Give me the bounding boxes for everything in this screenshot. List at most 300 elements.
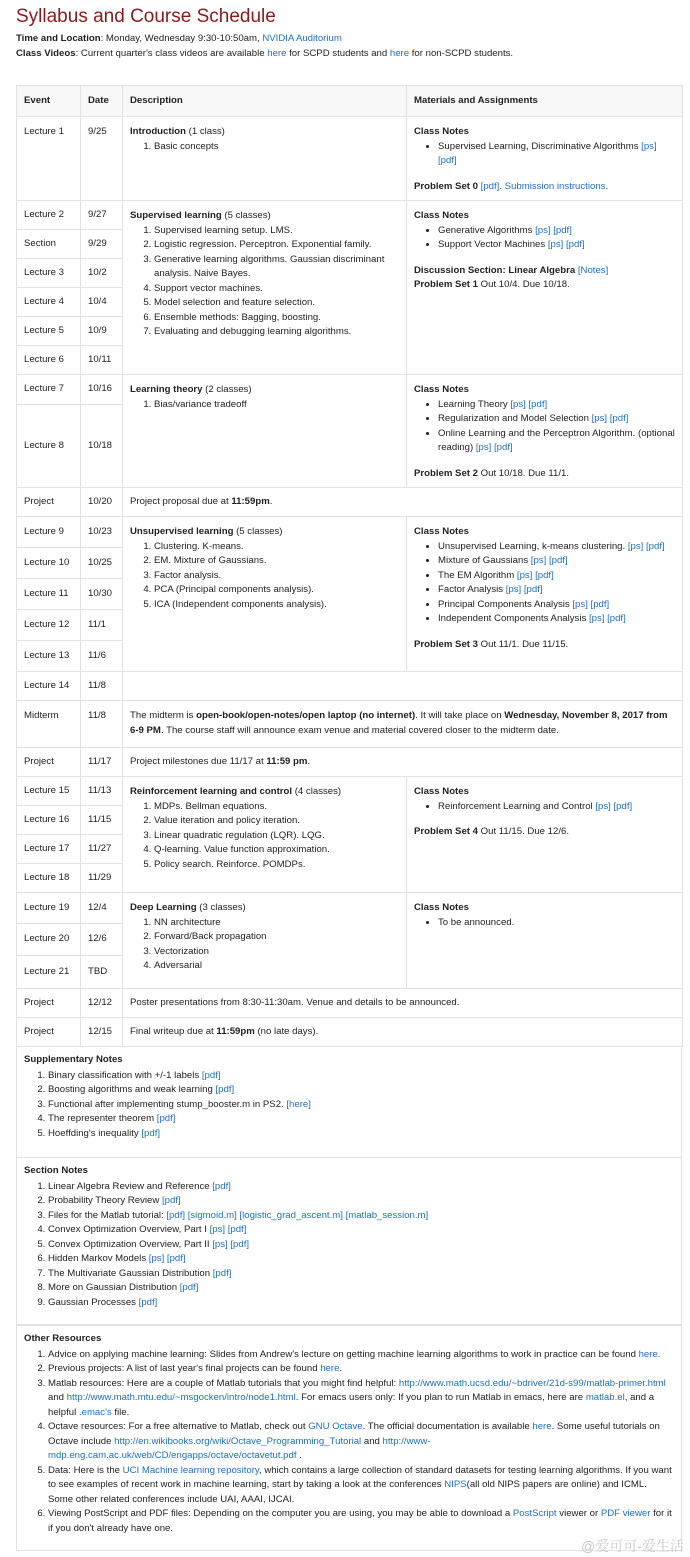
description-cell bbox=[123, 375, 407, 488]
list-item: 5. ICA (Independent components analysis). bbox=[154, 598, 399, 613]
table-row bbox=[17, 517, 683, 548]
desc-text: Final writeup due at bbox=[130, 1025, 217, 1037]
date-cell: 10/20 bbox=[81, 488, 123, 517]
desc-text: (no late days). bbox=[254, 1025, 319, 1037]
date-cell: 10/18 bbox=[81, 404, 123, 487]
pdf-link[interactable]: [pdf] bbox=[215, 1084, 235, 1095]
event-cell: Project bbox=[17, 488, 81, 517]
event-cell: Lecture 8 bbox=[17, 404, 81, 487]
topic-count: (2 classes) bbox=[202, 384, 252, 395]
date-cell: 11/29 bbox=[81, 864, 123, 893]
class-videos bbox=[16, 47, 513, 62]
list-item bbox=[48, 1112, 674, 1127]
item-text: . For emacs users only: If you plan to run Matlab in emacs, here are bbox=[295, 1392, 586, 1403]
list-item bbox=[48, 1194, 674, 1209]
item-text: Convex Optimization Overview, Part I bbox=[48, 1224, 210, 1235]
problem-set-dates: Out 10/18. Due 11/1. bbox=[477, 467, 570, 479]
date-cell: 12/6 bbox=[81, 924, 123, 956]
pdf-link[interactable]: [pdf] bbox=[528, 398, 548, 410]
advice-slides-link[interactable]: here bbox=[638, 1348, 658, 1360]
list-item: 3. Factor analysis. bbox=[154, 569, 399, 584]
videos-text: : Current quarter's class videos are available bbox=[75, 47, 268, 59]
topic-count: (4 classes) bbox=[292, 786, 342, 797]
topic-count: (3 classes) bbox=[196, 902, 246, 913]
class-notes-heading: Class Notes bbox=[414, 210, 469, 221]
desc-text: The midterm is bbox=[130, 710, 197, 721]
item-text: Convex Optimization Overview, Part II bbox=[48, 1238, 213, 1250]
table-row bbox=[17, 701, 683, 748]
list-item: 3. Vectorization bbox=[154, 945, 399, 960]
ps-link[interactable]: [ps] bbox=[505, 584, 522, 595]
topic-list bbox=[130, 540, 399, 613]
list-item bbox=[48, 1464, 674, 1508]
exam-date: Wednesday, November 8, 2017 from 6-9 PM bbox=[130, 710, 668, 736]
matlab-intro-link[interactable]: http://www.math.mtu.edu/~msgocken/intro/node1.html bbox=[66, 1392, 296, 1403]
logistic-grad-ascent-link[interactable]: [logistic_grad_ascent.m] bbox=[239, 1209, 343, 1221]
event-cell: Lecture 2 bbox=[17, 201, 81, 230]
event-cell: Lecture 15 bbox=[17, 777, 81, 806]
item-text: The Multivariate Gaussian Distribution bbox=[48, 1267, 213, 1279]
list-item bbox=[48, 1252, 674, 1267]
pdf-link[interactable]: [pdf] bbox=[645, 540, 665, 552]
date-cell: 10/9 bbox=[81, 317, 123, 346]
date-cell: 12/15 bbox=[81, 1018, 123, 1047]
table-row bbox=[17, 201, 683, 230]
note-title: Independent Components Analysis bbox=[438, 613, 587, 624]
table-row bbox=[17, 375, 683, 405]
ps-link[interactable]: [ps] bbox=[530, 555, 547, 566]
list-item bbox=[48, 1209, 674, 1224]
header-description: Description bbox=[123, 86, 407, 117]
table-row bbox=[17, 488, 683, 517]
item-text: . The official documentation is available bbox=[362, 1421, 533, 1432]
topic-count: (5 classes) bbox=[221, 210, 271, 221]
note-title: Factor Analysis bbox=[438, 584, 504, 595]
problem-set-1 bbox=[414, 278, 675, 293]
date-cell: TBD bbox=[81, 956, 123, 989]
date-cell: 11/1 bbox=[81, 610, 123, 641]
pdf-link[interactable]: [pdf] bbox=[523, 584, 543, 595]
topic-list bbox=[130, 398, 399, 413]
topic-title: Introduction bbox=[130, 126, 186, 137]
supplementary-list bbox=[24, 1069, 674, 1142]
desc-text: . It will take place on bbox=[415, 710, 505, 721]
class-notes-heading: Class Notes bbox=[414, 902, 469, 913]
item-text: Functional after implementing stump_booster.m in PS2. bbox=[48, 1098, 287, 1110]
pdf-link[interactable]: [pdf] bbox=[607, 613, 626, 624]
materials-cell bbox=[407, 517, 683, 672]
problem-set-4 bbox=[414, 825, 675, 840]
date-cell: 11/6 bbox=[81, 641, 123, 672]
event-cell: Lecture 7 bbox=[17, 375, 81, 405]
table-header bbox=[17, 86, 683, 117]
postscript-link[interactable]: PostScript bbox=[512, 1508, 557, 1519]
other-resources-list bbox=[24, 1348, 674, 1537]
note-title: Online Learning and the Perceptron Algorithm. (optional reading) bbox=[438, 427, 675, 453]
videos-label: Class Videos bbox=[16, 47, 76, 59]
list-item bbox=[48, 1069, 674, 1084]
pdf-link[interactable]: [pdf] bbox=[613, 800, 633, 812]
pdf-link[interactable]: [pdf] bbox=[138, 1296, 158, 1308]
class-notes-heading: Class Notes bbox=[414, 786, 469, 797]
date-cell: 11/17 bbox=[81, 748, 123, 777]
videos-text: for non-SCPD students. bbox=[409, 47, 514, 59]
event-cell: Lecture 9 bbox=[17, 517, 81, 548]
note-title: Supervised Learning, Discriminative Algorithms bbox=[438, 140, 639, 152]
list-item bbox=[438, 540, 675, 555]
materials-cell bbox=[407, 777, 683, 893]
note-title: Principal Components Analysis bbox=[438, 598, 570, 610]
description-cell bbox=[123, 117, 407, 201]
list-item: • To be announced. bbox=[438, 916, 675, 931]
ps-link[interactable]: [ps] bbox=[510, 398, 526, 410]
list-item: 4. Support vector machines. bbox=[154, 282, 399, 297]
item-text: Linear Algebra Review and Reference bbox=[48, 1180, 213, 1192]
table-row bbox=[17, 748, 683, 777]
materials-cell bbox=[407, 201, 683, 375]
pdf-link[interactable]: [pdf] bbox=[212, 1267, 232, 1279]
item-text: Octave resources: For a free alternative to Matlab, check out bbox=[48, 1421, 309, 1432]
event-cell: Lecture 19 bbox=[17, 893, 81, 924]
note-title: Support Vector Machines bbox=[438, 239, 546, 250]
pdf-link[interactable]: [pdf] bbox=[535, 569, 554, 581]
description-cell bbox=[123, 1018, 683, 1047]
item-text: file. bbox=[111, 1406, 130, 1418]
event-cell: Lecture 20 bbox=[17, 924, 81, 956]
course-meta bbox=[16, 32, 513, 61]
item-text: and bbox=[48, 1392, 67, 1403]
header-date: Date bbox=[81, 86, 123, 117]
table-row bbox=[17, 117, 683, 201]
previous-projects-link[interactable]: here bbox=[320, 1363, 340, 1374]
note-title: Learning Theory bbox=[438, 398, 508, 410]
videos-text: for SCPD students and bbox=[286, 47, 390, 59]
nips-link[interactable]: NIPS bbox=[444, 1479, 467, 1490]
ps-link[interactable]: [ps] bbox=[535, 224, 551, 236]
pdf-link[interactable]: [pdf] bbox=[438, 155, 457, 166]
other-resources-panel bbox=[16, 1325, 682, 1551]
submission-instructions-link[interactable]: Submission instructions bbox=[504, 180, 606, 192]
period: . bbox=[307, 755, 311, 767]
uci-repository-link[interactable]: UCI Machine learning repository bbox=[122, 1464, 259, 1476]
class-notes-heading: Class Notes bbox=[414, 526, 469, 537]
item-text: viewer or bbox=[556, 1508, 601, 1519]
ps-link[interactable]: [ps] bbox=[627, 540, 644, 552]
pdf-link[interactable]: [pdf] bbox=[480, 180, 500, 192]
table-row bbox=[17, 893, 683, 924]
event-cell: Lecture 16 bbox=[17, 806, 81, 835]
header-materials: Materials and Assignments bbox=[407, 86, 683, 117]
list-item: 5. Model selection and feature selection. bbox=[154, 296, 399, 311]
pdf-link[interactable]: [pdf] bbox=[227, 1224, 247, 1235]
note-title: Generative Algorithms bbox=[438, 224, 533, 236]
description-cell bbox=[123, 893, 407, 989]
list-item bbox=[48, 1223, 674, 1238]
problem-set-label: Problem Set 3 bbox=[414, 638, 478, 650]
ps-link[interactable]: [ps] bbox=[212, 1238, 228, 1250]
list-item: 3. Generative learning algorithms. Gaussian discriminant analysis. Naive Bayes. bbox=[154, 253, 399, 282]
emacs-file-link[interactable]: .emac's bbox=[78, 1406, 112, 1418]
event-cell: Project bbox=[17, 748, 81, 777]
pdf-link[interactable]: [pdf] bbox=[201, 1069, 221, 1081]
notes-list bbox=[414, 398, 675, 456]
list-item bbox=[48, 1296, 674, 1311]
topic-list bbox=[130, 800, 399, 873]
octave-tutorial-pdf-link[interactable]: http://www-mdp.eng.cam.ac.uk/web/CD/engapps/octave/octavetut.pdf bbox=[48, 1435, 431, 1461]
deadline: 11:59pm bbox=[231, 495, 270, 507]
supplementary-heading: Supplementary Notes bbox=[24, 1054, 123, 1065]
sigmoid-link[interactable]: [sigmoid.m] bbox=[187, 1209, 237, 1221]
list-item bbox=[438, 398, 675, 413]
list-item: 2. EM. Mixture of Gaussians. bbox=[154, 554, 399, 569]
list-item bbox=[438, 612, 675, 627]
section-notes-list bbox=[24, 1180, 674, 1311]
pdf-link[interactable]: [pdf] bbox=[166, 1209, 186, 1221]
pdf-link[interactable]: [pdf] bbox=[230, 1238, 250, 1250]
date-cell: 9/25 bbox=[81, 117, 123, 201]
time-value: : Monday, Wednesday 9:30-10:50am, bbox=[100, 33, 263, 44]
note-title: Unsupervised Learning, k-means clustering. bbox=[438, 540, 626, 552]
notes-list bbox=[414, 800, 675, 815]
list-item: 6. Ensemble methods: Bagging, boosting. bbox=[154, 311, 399, 326]
notes-link[interactable]: [Notes] bbox=[577, 264, 609, 276]
description-cell bbox=[123, 488, 683, 517]
pdf-link[interactable]: [pdf] bbox=[166, 1253, 186, 1264]
item-text: . Some useful tutorials on Octave include bbox=[48, 1421, 660, 1447]
discussion-section bbox=[414, 264, 675, 279]
date-cell: 9/29 bbox=[81, 230, 123, 259]
event-cell: Lecture 6 bbox=[17, 346, 81, 375]
notes-list bbox=[414, 540, 675, 627]
ps-link[interactable]: [ps] bbox=[475, 442, 492, 453]
pdf-link[interactable]: [pdf] bbox=[494, 442, 513, 453]
topic-list bbox=[130, 224, 399, 340]
notes-list bbox=[414, 140, 675, 169]
list-item: 2. Forward/Back propagation bbox=[154, 930, 399, 945]
list-item: 4. Q-learning. Value function approximation. bbox=[154, 843, 399, 858]
list-item: 2. Value iteration and policy iteration. bbox=[154, 814, 399, 829]
problem-set-dates: Out 11/1. Due 11/15. bbox=[477, 638, 569, 650]
desc-text: Project milestones due 11/17 at bbox=[130, 755, 267, 767]
date-cell: 10/11 bbox=[81, 346, 123, 375]
date-cell: 10/16 bbox=[81, 375, 123, 405]
list-item: 1. Basic concepts bbox=[154, 140, 399, 155]
date-cell: 11/8 bbox=[81, 701, 123, 748]
matlab-session-link[interactable]: [matlab_session.m] bbox=[345, 1209, 429, 1221]
problem-set-0 bbox=[414, 180, 675, 195]
gnu-octave-link[interactable]: GNU Octave bbox=[308, 1421, 363, 1432]
item-text: and bbox=[361, 1435, 383, 1447]
pdf-link[interactable]: [pdf] bbox=[156, 1113, 176, 1124]
topic-title: Deep Learning bbox=[130, 902, 197, 913]
list-item bbox=[438, 427, 675, 456]
materials-cell bbox=[407, 117, 683, 201]
ps-link[interactable]: [ps] bbox=[641, 140, 657, 152]
item-text: (all old NIPS papers are online) and ICML. Some other related conferences include UAI, AAAI, IJCAI. bbox=[48, 1479, 647, 1505]
event-cell: Section bbox=[17, 230, 81, 259]
pdf-viewer-link[interactable]: PDF viewer bbox=[600, 1508, 651, 1519]
list-item bbox=[48, 1281, 674, 1296]
item-text: . bbox=[296, 1450, 302, 1461]
date-cell: 12/12 bbox=[81, 989, 123, 1018]
venue-link[interactable]: NVIDIA Auditorium bbox=[262, 33, 342, 44]
ps-link[interactable]: [ps] bbox=[588, 613, 605, 624]
list-item bbox=[48, 1420, 674, 1464]
list-item bbox=[48, 1098, 674, 1113]
note-title: Reinforcement Learning and Control bbox=[438, 800, 593, 812]
pdf-link[interactable]: [pdf] bbox=[590, 598, 610, 610]
event-cell: Lecture 13 bbox=[17, 641, 81, 672]
date-cell: 11/27 bbox=[81, 835, 123, 864]
list-item bbox=[438, 569, 675, 584]
pdf-link[interactable]: [pdf] bbox=[141, 1127, 161, 1139]
date-cell: 10/30 bbox=[81, 579, 123, 610]
problem-set-3 bbox=[414, 638, 675, 653]
event-cell: Lecture 14 bbox=[17, 672, 81, 701]
topic-list bbox=[130, 140, 399, 155]
class-notes-heading: Class Notes bbox=[414, 126, 469, 137]
note-title: Mixture of Gaussians bbox=[438, 555, 529, 566]
list-item bbox=[438, 224, 675, 239]
problem-set-label: Problem Set 1 bbox=[414, 279, 478, 290]
ps-link[interactable]: [ps] bbox=[572, 598, 588, 610]
item-text: for it if you don't already have one. bbox=[48, 1508, 672, 1534]
materials-cell bbox=[407, 893, 683, 989]
description-cell: Poster presentations from 8:30-11:30am. Venue and details to be announced. bbox=[123, 989, 683, 1018]
desc-text: . The course staff will announce exam venue and material covered closer to the midterm date. bbox=[160, 724, 559, 736]
discussion-label: Discussion Section: Linear Algebra bbox=[414, 264, 576, 276]
section-notes-panel bbox=[16, 1157, 682, 1325]
list-item bbox=[48, 1348, 674, 1363]
table-row bbox=[17, 777, 683, 806]
problem-set-label: Problem Set 0 bbox=[414, 180, 478, 192]
problem-set-dates: Out 10/4. Due 10/18. bbox=[477, 279, 570, 290]
event-cell: Lecture 1 bbox=[17, 117, 81, 201]
non-scpd-videos-link[interactable]: here bbox=[389, 47, 410, 59]
pdf-link[interactable]: [pdf] bbox=[566, 239, 585, 250]
problem-set-2 bbox=[414, 467, 675, 482]
ps-link[interactable]: [ps] bbox=[148, 1253, 165, 1264]
pdf-link[interactable]: [pdf] bbox=[609, 413, 629, 424]
date-cell: 12/4 bbox=[81, 893, 123, 924]
date-cell: 10/4 bbox=[81, 288, 123, 317]
note-title: Regularization and Model Selection bbox=[438, 413, 589, 424]
list-item: 1. Clustering. K-means. bbox=[154, 540, 399, 555]
list-item bbox=[438, 583, 675, 598]
date-cell: 10/2 bbox=[81, 259, 123, 288]
item-text: Hoeffding's inequality bbox=[48, 1127, 142, 1139]
description-cell bbox=[123, 701, 683, 748]
date-cell: 10/23 bbox=[81, 517, 123, 548]
list-item: 5. Policy search. Reinforce. POMDPs. bbox=[154, 858, 399, 873]
item-text: Files for the Matlab tutorial: bbox=[48, 1209, 167, 1221]
matlab-el-link[interactable]: matlab.el bbox=[585, 1392, 625, 1403]
pdf-link[interactable]: [pdf] bbox=[553, 224, 572, 236]
list-item bbox=[48, 1377, 674, 1421]
item-text: Probability Theory Review bbox=[48, 1195, 162, 1206]
topic-list bbox=[130, 916, 399, 974]
exam-format: open-book/open-notes/open laptop (no internet) bbox=[196, 710, 416, 721]
section-notes-heading: Section Notes bbox=[24, 1165, 88, 1176]
list-item bbox=[48, 1083, 674, 1098]
ps-link[interactable]: [ps] bbox=[595, 800, 611, 812]
pdf-link[interactable]: [pdf] bbox=[548, 555, 568, 566]
description-cell bbox=[123, 672, 683, 701]
separator: . bbox=[499, 180, 505, 192]
list-item: 2. Logistic regression. Perceptron. Exponential family. bbox=[154, 238, 399, 253]
list-item bbox=[438, 412, 675, 427]
date-cell: 11/13 bbox=[81, 777, 123, 806]
matlab-primer-link[interactable]: http://www.math.ucsd.edu/~bdriver/21d-s99/matlab-primer.html bbox=[398, 1377, 666, 1389]
list-item bbox=[48, 1507, 674, 1536]
list-item bbox=[48, 1238, 674, 1253]
ps-link[interactable]: [ps] bbox=[209, 1224, 226, 1235]
pdf-link[interactable]: [pdf] bbox=[161, 1195, 181, 1206]
list-item: 4. PCA (Principal components analysis). bbox=[154, 583, 399, 598]
list-item bbox=[48, 1362, 674, 1377]
list-item bbox=[438, 598, 675, 613]
notes-list bbox=[414, 224, 675, 253]
header-event: Event bbox=[17, 86, 81, 117]
list-item bbox=[48, 1180, 674, 1195]
item-text: The representer theorem bbox=[48, 1113, 157, 1124]
problem-set-label: Problem Set 2 bbox=[414, 467, 478, 479]
period: . bbox=[657, 1348, 661, 1360]
octave-docs-link[interactable]: here bbox=[532, 1421, 552, 1432]
ps-link[interactable]: [ps] bbox=[547, 239, 564, 250]
list-item: 1. Supervised learning setup. LMS. bbox=[154, 224, 399, 239]
event-cell: Lecture 12 bbox=[17, 610, 81, 641]
time-label: Time and Location bbox=[16, 33, 101, 44]
list-item: 7. Evaluating and debugging learning algorithms. bbox=[154, 325, 399, 340]
ps-link[interactable]: [ps] bbox=[591, 413, 608, 424]
period: . bbox=[269, 495, 273, 507]
here-link[interactable]: [here] bbox=[286, 1098, 311, 1110]
pdf-link[interactable]: [pdf] bbox=[179, 1282, 199, 1293]
event-cell: Lecture 18 bbox=[17, 864, 81, 893]
materials-cell bbox=[407, 375, 683, 488]
item-text: Viewing PostScript and PDF files: Depending on the computer you are using, you may be able to download a bbox=[48, 1508, 513, 1519]
event-cell: Lecture 17 bbox=[17, 835, 81, 864]
watermark: @爱可可-爱生活 bbox=[581, 1537, 684, 1554]
list-item: 3. Linear quadratic regulation (LQR). LQG. bbox=[154, 829, 399, 844]
list-item bbox=[438, 238, 675, 253]
topic-title: Supervised learning bbox=[130, 210, 222, 221]
event-cell: Project bbox=[17, 1018, 81, 1047]
date-cell: 9/27 bbox=[81, 201, 123, 230]
table-row bbox=[17, 672, 683, 701]
topic-title: Learning theory bbox=[130, 384, 203, 395]
table-row bbox=[17, 989, 683, 1018]
supplementary-notes-panel bbox=[16, 1046, 682, 1158]
scpd-videos-link[interactable]: here bbox=[267, 47, 287, 59]
ps-link[interactable]: [ps] bbox=[516, 569, 533, 581]
list-item bbox=[48, 1127, 674, 1142]
description-cell bbox=[123, 777, 407, 893]
event-cell: Lecture 4 bbox=[17, 288, 81, 317]
event-cell: Lecture 10 bbox=[17, 548, 81, 579]
event-cell: Lecture 11 bbox=[17, 579, 81, 610]
topic-title: Reinforcement learning and control bbox=[130, 786, 293, 797]
schedule-table bbox=[16, 85, 683, 1047]
item-text: Advice on applying machine learning: Slides from Andrew's lecture on getting machine learning algorithms to work in practice can be found bbox=[48, 1348, 639, 1360]
item-text: , which contains a large collection of standard datasets for testing learning algorithms. If you want to see examples of recent work in machine learning, start by taking a look at the conferences bbox=[48, 1464, 672, 1490]
octave-wikibooks-link[interactable]: http://en.wikibooks.org/wiki/Octave_Programming_Tutorial bbox=[114, 1435, 362, 1447]
pdf-link[interactable]: [pdf] bbox=[212, 1180, 231, 1192]
date-cell: 11/15 bbox=[81, 806, 123, 835]
description-cell bbox=[123, 517, 407, 672]
event-cell: Lecture 21 bbox=[17, 956, 81, 989]
